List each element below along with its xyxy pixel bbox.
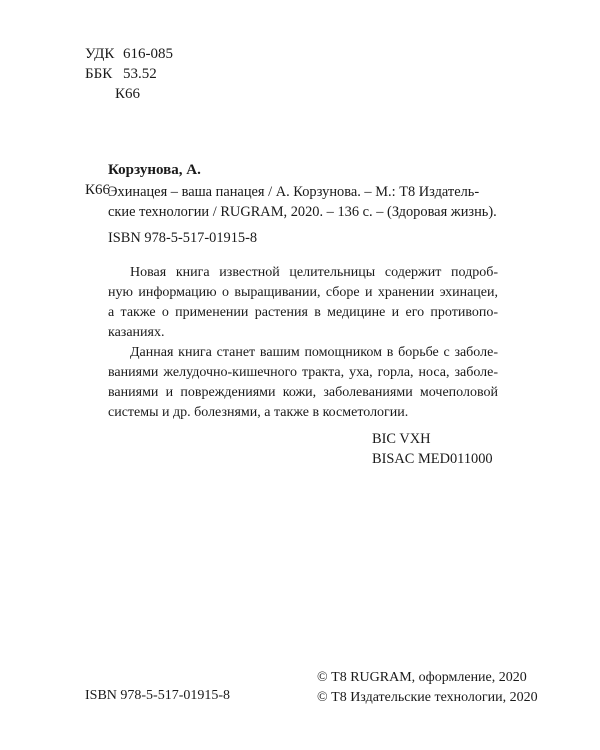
annotation-line: системы и др. болезнями, а также в косметологии. (108, 405, 409, 420)
bbk-row (85, 64, 173, 84)
bibliographic-description (108, 182, 497, 222)
classification-block (85, 44, 173, 104)
udk-code: 616-085 (123, 46, 173, 62)
isbn-record: ISBN 978-5-517-01915-8 (108, 230, 258, 246)
record-cutter: К66 (85, 182, 111, 198)
biblio-line: ские технологии / RUGRAM, 2020. – 136 с. – (Здоровая жизнь). (108, 204, 497, 220)
annotation-line: а также о применении растения в медицине и его противопо- (108, 305, 498, 320)
annotation-line: ную информацию о выращивании, сборе и хранении эхинацеи, (108, 285, 498, 300)
annotation-line: Данная книга станет вашим помощником в борьбе с заболе- (130, 345, 498, 360)
isbn-footer: ISBN 978-5-517-01915-8 (85, 688, 231, 703)
copyright-line: © Т8 Издательские технологии, 2020 (317, 690, 538, 705)
bisac-code: BISAC MED011000 (372, 451, 493, 467)
author-heading: Корзунова, А. (108, 162, 201, 178)
annotation-line: ваниями и повреждениями кожи, заболеваниями мочеполовой (108, 385, 498, 400)
annotation-line: Новая книга известной целительницы содержит подроб- (130, 265, 498, 280)
annotation-paragraph (108, 263, 498, 343)
cutter-row (85, 84, 173, 104)
udk-label: УДК (85, 46, 115, 62)
copyright-line: © Т8 RUGRAM, оформление, 2020 (317, 670, 527, 685)
annotation-line: казаниях. (108, 325, 165, 340)
cutter-code: К66 (115, 86, 141, 102)
udk-row (85, 44, 173, 64)
bic-code: BIC VXH (372, 431, 431, 447)
biblio-line: Эхинацея – ваша панацея / А. Корзунова. – М.: Т8 Издатель- (108, 184, 480, 200)
annotation-paragraph (108, 343, 498, 423)
annotation (108, 263, 498, 423)
bbk-code: 53.52 (123, 66, 157, 82)
copyright-block (317, 668, 538, 708)
bbk-label: ББК (85, 66, 113, 82)
subject-codes (372, 429, 493, 469)
annotation-line: ваниями желудочно-кишечного тракта, уха, горла, носа, заболе- (108, 365, 498, 380)
